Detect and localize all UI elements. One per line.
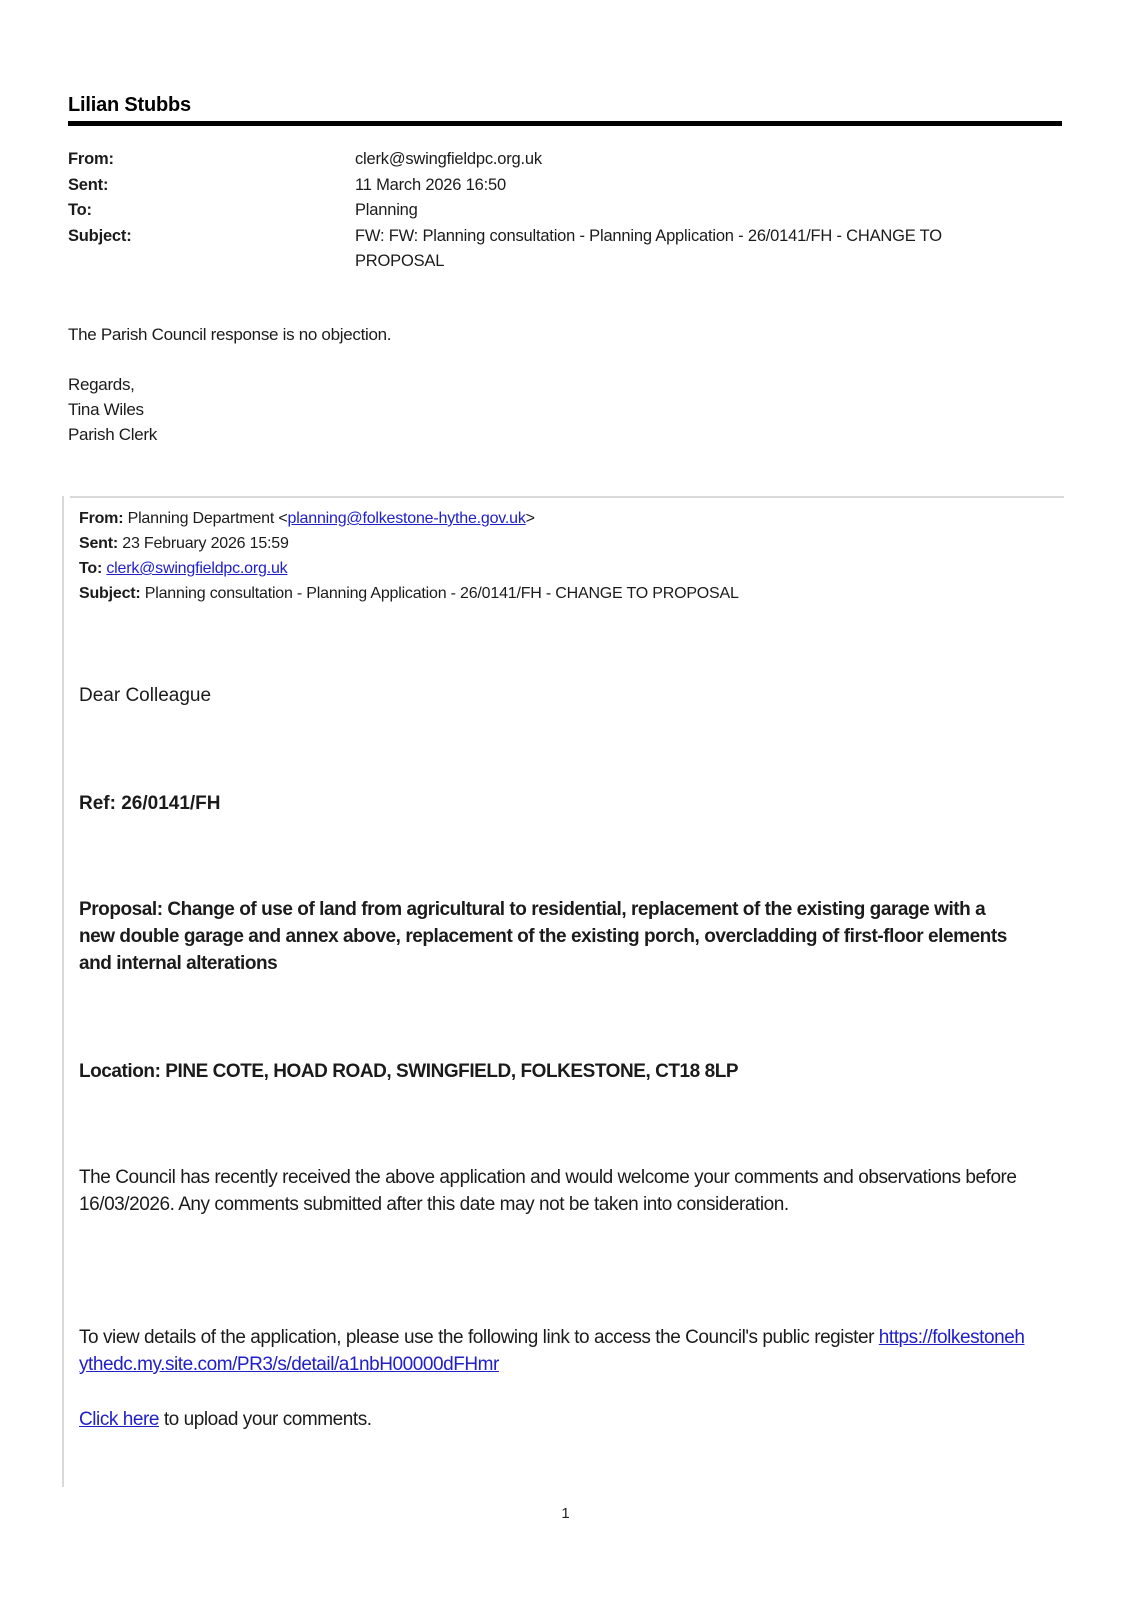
consultation-paragraph: The Council has recently received the above application and would welcome your comments and observations before 16/03/2026. Any comments submitted after this date may not be taken into consideration.	[79, 1167, 1017, 1215]
upload-comments-link[interactable]: Click here	[79, 1409, 159, 1430]
upload-line	[79, 1406, 1027, 1433]
ref-line: Ref: 26/0141/FH	[79, 793, 221, 814]
subject-value: FW: FW: Planning consultation - Planning Application - 26/0141/FH - CHANGE TO PROPOSAL	[355, 226, 942, 270]
quoted-sent-label: Sent:	[79, 535, 119, 552]
quoted-sent-line	[79, 531, 1039, 556]
sent-value: 11 March 2026 16:50	[355, 175, 506, 194]
quoted-to-email-link[interactable]: clerk@swingfieldpc.org.uk	[106, 560, 288, 577]
location-line: Location: PINE COTE, HOAD ROAD, SWINGFIELD, FOLKESTONE, CT18 8LP	[79, 1061, 739, 1082]
quoted-to-line	[79, 556, 1039, 581]
quoted-from-label: From:	[79, 510, 124, 527]
quoted-subject-label: Subject:	[79, 585, 141, 602]
from-label: From:	[68, 150, 114, 168]
response-line: The Parish Council response is no objection.	[68, 325, 392, 344]
quoted-email	[62, 496, 1066, 1487]
signature-block	[68, 372, 157, 447]
quoted-subject-line	[79, 581, 1039, 606]
greeting: Dear Colleague	[79, 685, 212, 706]
quoted-from-email-link[interactable]: planning@folkestone-hythe.gov.uk	[287, 510, 526, 527]
email-header	[68, 147, 1028, 275]
to-label: To:	[68, 201, 92, 219]
quoted-from-suffix: >	[525, 510, 535, 527]
signature-role: Parish Clerk	[68, 425, 157, 444]
signature-name: Tina Wiles	[68, 400, 144, 419]
sent-label: Sent:	[68, 175, 109, 194]
upload-text: to upload your comments.	[158, 1409, 372, 1430]
from-value: clerk@swingfieldpc.org.uk	[355, 150, 542, 168]
quoted-sent-value: 23 February 2026 15:59	[122, 535, 289, 552]
quoted-from-line	[79, 506, 1039, 531]
proposal-paragraph: Proposal: Change of use of land from agricultural to residential, replacement of the existing garage with a new double garage and annex above, replacement of the existing porch, overcladding of first-floor elements and internal alterations	[79, 899, 1007, 974]
quoted-subject-value: Planning consultation - Planning Application - 26/0141/FH - CHANGE TO PROPOSAL	[144, 585, 739, 602]
page-number: 1	[561, 1505, 570, 1522]
register-text: To view details of the application, please use the following link to access the Council's public register	[79, 1327, 879, 1348]
quoted-to-label: To:	[79, 560, 103, 577]
signoff: Regards,	[68, 375, 135, 394]
recipient-name: Lilian Stubbs	[68, 94, 191, 116]
quoted-from-prefix: Planning Department <	[127, 510, 288, 527]
register-paragraph	[79, 1324, 1027, 1378]
title-rule	[68, 121, 1062, 126]
subject-label: Subject:	[68, 226, 132, 245]
quote-top-divider	[70, 496, 1064, 498]
quoted-header	[79, 506, 1039, 606]
to-value: Planning	[355, 201, 418, 219]
register-url-link[interactable]: https://folkestonehythedc.my.site.com/PR3/s/detail/a1nbH00000dFHmr	[79, 1327, 1025, 1375]
